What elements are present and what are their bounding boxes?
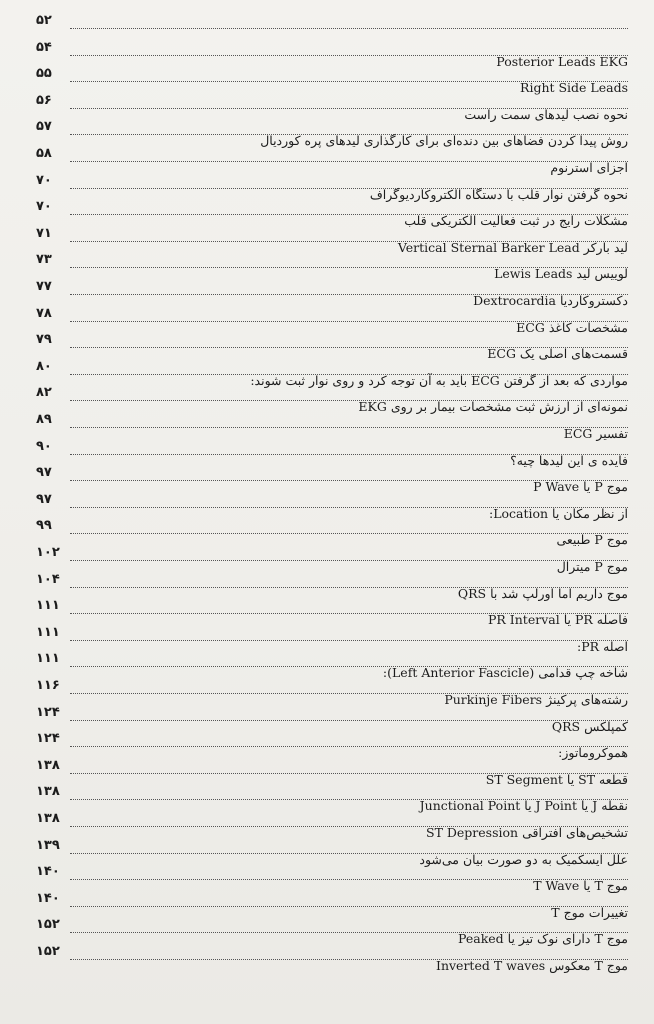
toc-entry-title: دکستروکاردیا Dextrocardia [473,293,628,308]
toc-page-number: ۱۱۱ [36,598,60,614]
toc-row [36,247,628,282]
toc-entry-title: تغییرات موج T [551,904,628,920]
toc-entry-title: نمونه‌ای از ارزش ثبت مشخصات بیمار بر روی EKG [358,399,628,415]
toc-entry-title: موج داریم اما اورلپ شد با QRS [457,585,628,601]
toc-entry-title: مشکلات رایج در ثبت فعالیت الکتریکی قلب [404,213,628,229]
toc-entry-title: رشته‌های پرکینژ Purkinje Fibers [444,692,628,707]
toc-page-number: ۱۱۶ [36,678,60,693]
toc-row [36,141,628,175]
toc-entry-title: نقطه J یا J Point یا Junctional Point [419,798,628,814]
toc-dot-leader [70,28,628,29]
toc-row [36,88,628,122]
toc-dot-leader [70,746,628,747]
toc-entry-title: موج T یا T Wave [533,878,628,894]
toc-row [36,753,628,787]
toc-dot-leader [70,906,628,907]
toc-page-number: ۱۳۸ [36,784,60,800]
toc-page-number: ۸۲ [36,385,52,401]
toc-page-number: ۷۱ [36,225,52,241]
toc-page-number: ۷۳ [36,252,52,268]
toc-entry-title: Posterior Leads EKG [496,53,628,69]
toc-entry-title: کمپلکس QRS [551,718,628,734]
toc-row [36,726,628,761]
toc-page-number: ۸۹ [36,412,52,427]
toc-entry-title: قسمت‌های اصلی یک ECG [487,346,628,362]
toc-row [36,460,628,495]
toc-page-number: ۵۷ [36,119,52,135]
toc-row [36,354,628,388]
toc-row [36,301,628,335]
toc-page-number: ۱۵۲ [36,944,60,959]
toc-page-number: ۷۹ [36,332,52,348]
toc-row [36,833,628,867]
toc-page-number: ۵۴ [36,39,52,55]
toc-page-number: ۹۰ [36,438,52,454]
toc-entry-title: تفسیر ECG [563,426,628,441]
toc-entry-title: فاصله PR یا PR Interval [488,612,628,628]
toc-row [36,859,628,894]
toc-row [36,673,628,707]
toc-entry-title: هموکروماتوز: [558,745,628,761]
toc-page-number: ۱۴۰ [36,864,60,880]
toc-row [36,939,628,973]
toc-dot-leader [70,640,628,641]
toc-page-number: ۹۷ [36,491,52,507]
toc-entry-title: موج P یا P Wave [533,479,628,495]
toc-page-number: ۹۷ [36,465,52,481]
toc-row [36,487,628,521]
toc-row [36,912,628,947]
toc-row [36,620,628,654]
toc-row [36,593,628,628]
toc-row [36,327,628,362]
toc-page-number: ۸۰ [36,358,52,374]
toc-dot-leader [70,720,628,721]
toc-row [36,434,628,468]
toc-row [36,8,628,30]
toc-entry-title: مشخصات کاغذ ECG [516,319,628,335]
toc-dot-leader [70,427,628,428]
toc-page-number: ۱۳۹ [36,837,60,853]
toc-row [36,540,628,574]
toc-page-number: ۵۵ [36,66,52,82]
toc-row [36,513,628,548]
toc-row [36,886,628,920]
toc-entry-title: روش پیدا کردن فضاهای بین دنده‌ای برای کارگذاری لیدهای پره کوردیال [260,133,628,149]
toc-entry-title: اصله PR: [577,638,628,654]
toc-dot-leader [70,161,628,162]
toc-entry-title: لوییس لید Lewis Leads [494,266,628,282]
toc-row [36,380,628,415]
toc-entry-title: Right Side Leads [520,80,628,96]
toc-page-number: ۷۷ [36,279,52,294]
toc-page-number: ۷۰ [36,199,52,215]
toc-entry-title: تشخیص‌های افتراقی ST Depression [426,825,628,840]
toc-row [36,35,628,69]
toc-entry-title: از نظر مکان یا Location: [488,505,628,521]
toc-page-number: ۱۴۰ [36,890,60,906]
toc-page-number: ۱۲۴ [36,731,60,747]
toc-row [36,779,628,814]
toc-entry-title: اجزای استرنوم [550,160,628,175]
toc-row [36,274,628,308]
toc-row [36,114,628,149]
toc-entry-title: شاخه چپ قدامی (Left Anterior Fascicle): [382,665,628,681]
toc-row [36,806,628,840]
toc-entry-title: نحوه نصب لیدهای سمت راست [464,106,628,122]
toc-entry-title: موج P میترال [556,559,628,574]
toc-page-number: ۱۲۴ [36,704,60,720]
toc-row [36,407,628,441]
toc-page-number: ۱۵۲ [36,917,60,933]
toc-entry-title: لید بارکر Vertical Sternal Barker Lead [397,239,628,255]
toc-entry-title: علل ایسکمیک به دو صورت بیان می‌شود [419,851,628,867]
toc-dot-leader [70,533,628,534]
toc-row [36,646,628,681]
toc-page-number: ۹۹ [36,518,52,534]
toc-page-number: ۱۱۱ [36,651,60,667]
toc-page-number: ۱۰۴ [36,571,60,587]
toc-page-number: ۷۰ [36,172,52,188]
toc-row [36,194,628,229]
toc-dot-leader [70,560,628,561]
toc-page-number: ۵۶ [36,92,52,108]
toc-entry-title: مواردی که بعد از گرفتن ECG باید به آن توجه کرد و روی نوار ثبت شوند: [250,372,628,388]
toc-entry-title: موج P طبیعی [556,532,628,548]
toc-row [36,700,628,734]
toc-page-number: ۱۰۲ [36,545,60,560]
toc-page-number: ۵۲ [36,13,52,28]
toc-page-number: ۷۸ [36,305,52,321]
toc-entry-title: نحوه گرفتن نوار قلب با دستگاه الکتروکاردیوگراف [369,186,628,202]
toc-page-number: ۱۱۱ [36,624,60,640]
toc-entry-title: موج T دارای نوک تیز یا Peaked [458,931,628,947]
toc-entry-title: فایده ی این لیدها چیه؟ [510,452,628,468]
toc-page-number: ۵۸ [36,146,52,161]
toc-row [36,168,628,202]
toc-row [36,221,628,255]
toc-entry-title: موج T معکوس Inverted T waves [436,958,628,973]
toc-page-number: ۱۳۸ [36,811,60,826]
toc-row [36,61,628,96]
toc-page-number: ۱۳۸ [36,757,60,773]
toc-entry-title: قطعه ST یا ST Segment [485,771,628,787]
toc-row [36,567,628,601]
